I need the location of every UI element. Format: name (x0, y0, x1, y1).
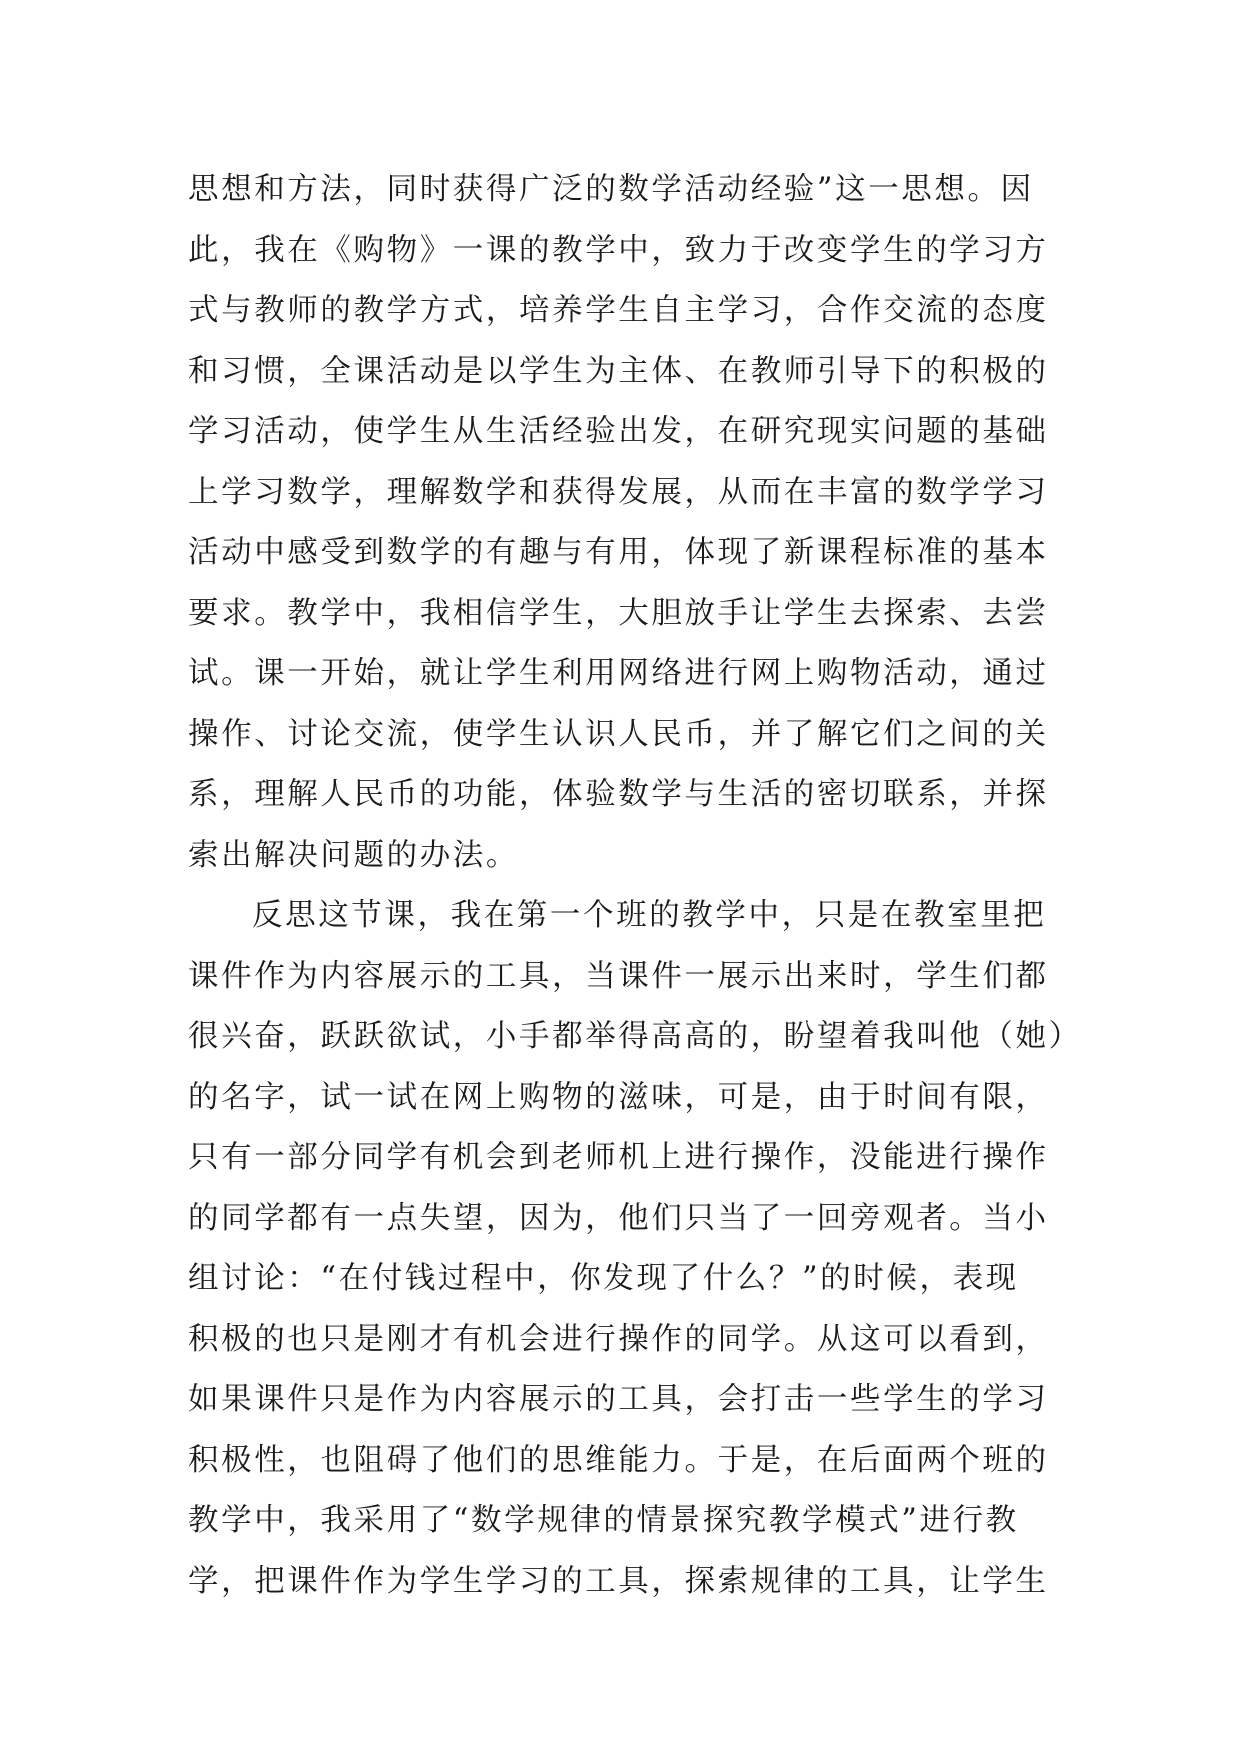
text-line: 积极的也只是刚才有机会进行操作的同学。从这可以看到， (188, 1321, 1049, 1357)
text-line: 积极性，也阻碍了他们的思维能力。于是，在后面两个班的 (188, 1442, 1049, 1478)
text-line: 活动中感受到数学的有趣与有用，体现了新课程标准的基本 (188, 535, 1049, 570)
text-line: 只有一部分同学有机会到老师机上进行操作，没能进行操作 (188, 1140, 1049, 1175)
paragraph-start-line: 反思这节课，我在第一个班的教学中，只是在教室里把 (252, 898, 1047, 933)
text-line: 思想和方法，同时获得广泛的数学活动经验”这一思想。因 (188, 172, 1034, 207)
text-line: 和习惯，全课活动是以学生为主体、在教师引导下的积极的 (188, 353, 1049, 389)
text-line: 要求。教学中，我相信学生，大胆放手让学生去探索、去尝 (188, 595, 1049, 631)
text-line: 很兴奋，跃跃欲试，小手都举得高高的，盼望着我叫他（她） (188, 1019, 1082, 1054)
text-line: 操作、讨论交流，使学生认识人民币，并了解它们之间的关 (188, 716, 1049, 752)
text-line: 学，把课件作为学生学习的工具，探索规律的工具，让学生 (188, 1563, 1049, 1599)
text-line: 上学习数学，理解数学和获得发展，从而在丰富的数学学习 (188, 474, 1049, 510)
text-line: 的同学都有一点失望，因为，他们只当了一回旁观者。当小 (188, 1200, 1049, 1236)
text-line: 式与教师的教学方式，培养学生自主学习，合作交流的态度 (188, 293, 1049, 328)
text-line: 此，我在《购物》一课的教学中，致力于改变学生的学习方 (188, 232, 1049, 268)
text-line: 组讨论：“在付钱过程中，你发现了什么？”的时候，表现 (188, 1261, 1019, 1296)
text-line: 索出解决问题的办法。 (188, 837, 519, 873)
text-line: 课件作为内容展示的工具，当课件一展示出来时，学生们都 (188, 958, 1049, 994)
text-line: 教学中，我采用了“数学规律的情景探究教学模式”进行教 (188, 1503, 1019, 1538)
body-text (188, 160, 1082, 1612)
text-line: 学习活动，使学生从生活经验出发，在研究现实问题的基础 (188, 414, 1049, 449)
text-line: 试。课一开始，就让学生利用网络进行网上购物活动，通过 (188, 656, 1049, 691)
text-line: 系，理解人民币的功能，体验数学与生活的密切联系，并探 (188, 777, 1049, 812)
text-line: 如果课件只是作为内容展示的工具，会打击一些学生的学习 (188, 1382, 1049, 1417)
text-line: 的名字，试一试在网上购物的滋味，可是，由于时间有限， (188, 1079, 1049, 1115)
